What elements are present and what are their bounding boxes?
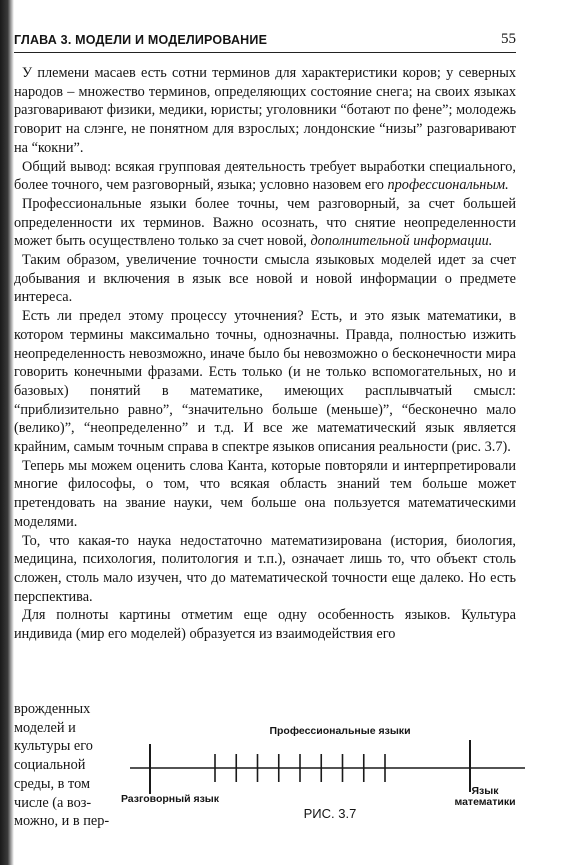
binding-shadow (0, 0, 14, 865)
paragraph-6: Теперь мы можем оценить слова Канта, которые повторяли и интерпретировали многие философы, о том, что всякая область знаний тем больше может претендовать на звание науки, чем больше она пользуется математическими моделями. (14, 457, 516, 530)
column-line: врожденных (14, 701, 91, 717)
column-line: можно, и в пер- (14, 813, 110, 830)
paragraph-2-italic: профессиональным. (387, 177, 509, 194)
paragraph-8: Для полноты картины отметим еще одну особенность языков. Культура индивида (мир его моделей) образуется из взаимодействия его (14, 607, 516, 643)
body-text (14, 64, 516, 644)
label-conversational-language: Разговорный язык (120, 793, 220, 805)
page-header (14, 30, 516, 53)
page-number: 55 (501, 31, 516, 47)
paragraph-1: У племени масаев есть сотни терминов для характеристики коров; у северных народов – множество терминов, определяющих состояние снега; на своих языках разговаривают физики, медики, юристы; уголовники “ботают по фене”; молодежь говорит на слэнге, не понятном для взрослых; лондонские “низы” разговаривают на “кокни”. (14, 65, 516, 156)
paragraph-5: Есть ли предел этому процессу уточнения? Есть, и это язык математики, в котором термины максимально точны, однозначны. Правда, полностью изжить неопределенность невозможно, иначе было бы невозможно о бесконечности мира говорить конечными фразами. Есть только (и не только вспомогательных, но и базовых) понятий в математике, имеющих расплывчатый смысл: “приблизительно равно”, “значительно больше (меньше)”, “бесконечно мало (велико)”, “неопределенно” и т.д. И все же математический язык является крайним, самым точным справа в спектре языков описания реальности (рис. 3.7). (14, 308, 516, 456)
column-line: моделей и (14, 719, 76, 736)
column-line: среды, в том (14, 775, 90, 792)
paragraph-3-text: Профессиональные языки более точны, чем разговорный, за счет большей определенности их терминов. Важно осознать, что снятие неопределенности может быть осуществлено только за счет новой, (14, 195, 516, 250)
column-line: социальной (14, 757, 86, 774)
paragraph-7: То, что какая-то наука недостаточно математизирована (история, биология, медицина, психология, политология и т.п.), означает лишь то, что объект столь сложен, столь мало изучен, что до математической точности еще далеко. Но есть перспектива. (14, 532, 516, 605)
running-head: ГЛАВА 3. МОДЕЛИ И МОДЕЛИРОВАНИЕ (14, 33, 268, 47)
paragraph-2 (14, 158, 516, 195)
figure-caption: РИС. 3.7 (303, 806, 357, 821)
paragraph-4: Таким образом, увеличение точности смысла языковых моделей идет за счет добывания и включения в язык все новой и новой информации о предмете интереса. (14, 252, 516, 306)
column-line: числе (а воз- (14, 794, 92, 811)
label-professional-languages: Профессиональные языки (269, 725, 411, 737)
paragraph-3 (14, 195, 516, 251)
paragraph-3-italic: дополнительной информации. (310, 233, 493, 250)
label-math-language: Язык математики (454, 785, 516, 808)
figure-3-7 (120, 716, 540, 846)
column-line: культуры его (14, 738, 93, 755)
narrow-column-text (14, 700, 110, 831)
paragraph-2-text: Общий вывод: всякая групповая деятельность требует выработки специального, более точного, чем разговорный, языка; условно назовем его (14, 158, 516, 194)
